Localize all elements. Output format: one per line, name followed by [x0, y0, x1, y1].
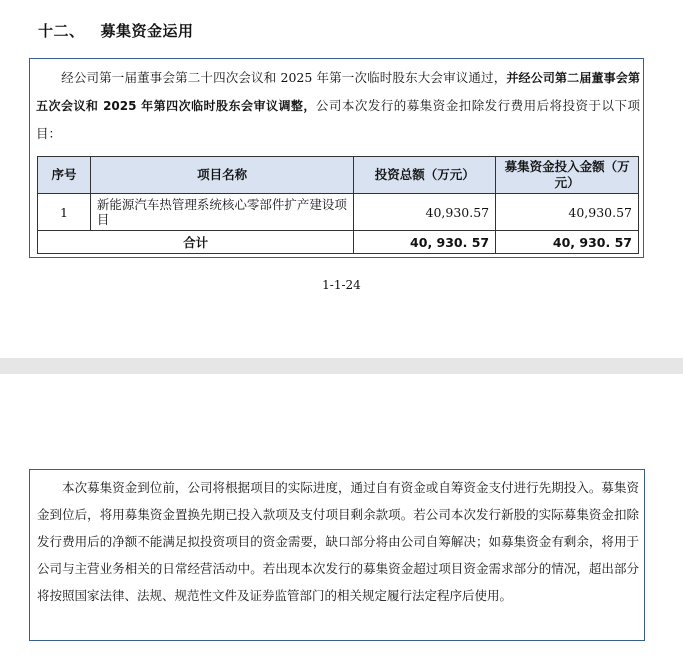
table-header-row	[38, 157, 639, 194]
section-number: 十二、	[38, 22, 85, 40]
header-project-name: 项目名称	[90, 157, 353, 194]
cell-project-name: 新能源汽车热管理系统核心零部件扩产建设项目	[90, 194, 353, 231]
header-raised-funds: 募集资金投入金额（万元）	[496, 157, 639, 194]
section-title: 募集资金运用	[100, 22, 194, 40]
header-total-investment: 投资总额（万元）	[354, 157, 496, 194]
total-investment: 40, 930. 57	[354, 231, 496, 254]
table-total-row	[38, 231, 639, 254]
intro-bold: 并经公司第二届董事会第五次会议和 2025 年第四次临时股东会审议调整，	[36, 71, 640, 113]
cell-seq: 1	[38, 194, 91, 231]
cell-raised-funds: 40,930.57	[496, 194, 639, 231]
header-seq: 序号	[38, 157, 91, 194]
cell-total-investment: 40,930.57	[354, 194, 496, 231]
intro-lead: 经公司第一届董事会第二十四次会议和 2025 年第一次临时股东大会审议通过，	[61, 70, 507, 85]
usage-note-text: 本次募集资金到位前，公司将根据项目的实际进度，通过自有资金或自筹资金支付进行先期投入。募集资金到位后，将用募集资金置换先期已投入款项及支付项目剩余款项。若公司本次发行新股的实际募集资金扣除发行费用后的净额不能满足拟投资项目的资金需要，缺口部分将由公司自筹解决；如募集资金有剩余，将用于公司与主营业务相关的日常经营活动中。若出现本次发行的募集资金超过项目资金需求部分的情况，超出部分将按照国家法律、法规、规范性文件及证券监管部门的相关规定履行法定程序后使用。	[37, 480, 639, 603]
total-label: 合计	[38, 231, 354, 254]
page-separator	[0, 358, 683, 374]
table-row	[38, 194, 639, 231]
section-heading	[38, 20, 194, 41]
intro-tail: 公司本次发行的募集资金扣除发行费用后将投资于以下项目：	[36, 98, 640, 141]
intro-paragraph	[36, 64, 640, 147]
usage-note-paragraph	[37, 474, 639, 609]
page-number: 1-1-24	[322, 278, 361, 292]
total-raised-funds: 40, 930. 57	[496, 231, 639, 254]
investment-table	[37, 156, 639, 254]
